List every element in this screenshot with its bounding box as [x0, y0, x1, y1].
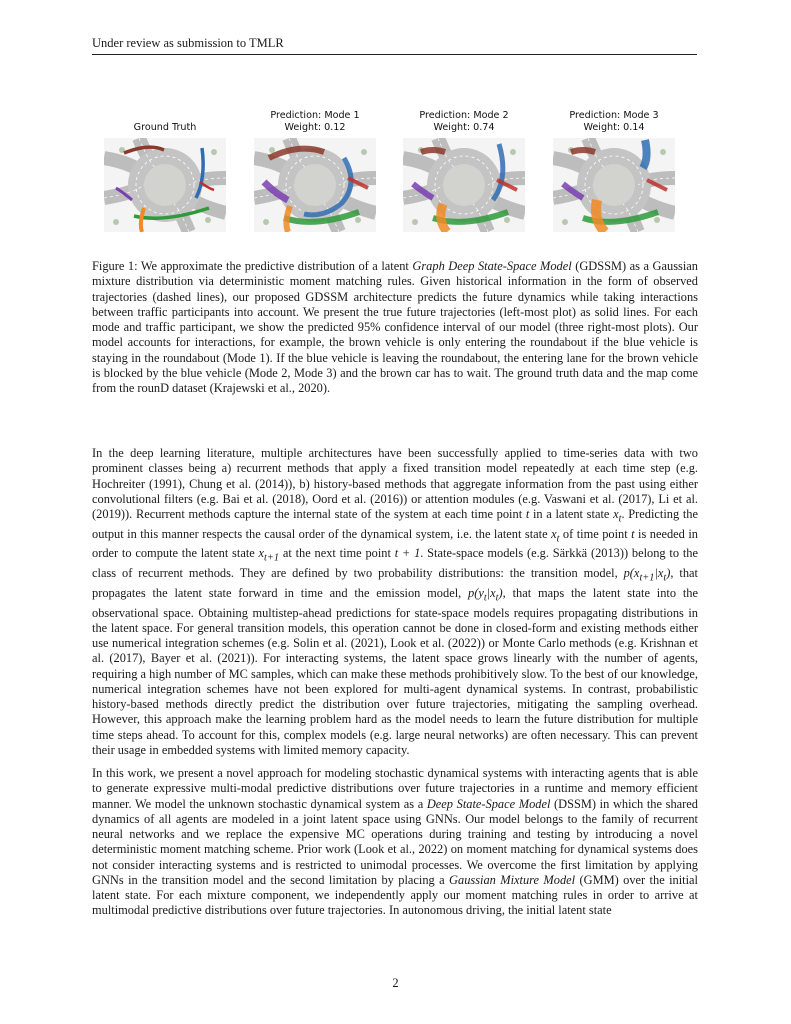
roundabout-image-mode-1 — [254, 138, 376, 232]
caption-label: Figure 1: — [92, 259, 138, 273]
paragraph: In the deep learning literature, multiple architectures have been successfully applied to time-series data with two prominent classes being a) recurrent methods that apply a fixed transition model repeatedly at each time step (e.g. Hochreiter (1991), Chung et al. (2014)), b) history-based methods that aggregate information from the past using either convolutional filters (e.g. Bai et al. (2018), Oord et al. (2016)) or attention modules (e.g. Vaswani et al. (2017), Li et al. (2019)). Recurrent methods capture the internal state of the system at each time point t in a latent state $x_t$. Predicting the output in this manner respects the causal order of the dynamical system, i.e. the latent state $x_t$ of time point t is needed in order to compute the latent state $x_{t+1}$ at the next time point t + 1. State-space models (e.g. Särkkä (2013)) belong to the class of recurrent methods. They are defined by two probability distributions: the transition model, $p(x_{t+1}|x_t)$, that propagates the latent state forward in time and the emission model, $p(y_t|x_t)$, that maps the latent state into the observational space. Obtaining multistep-ahead predictions for state-space models requires propagating distributions in the latent space. For general transition models, this operation cannot be done in closed-form and existing methods either use numerical integration schemes (e.g. Solin et al. (2021), Look et al. (2022)) or Monte Carlo methods (e.g. Krishnan et al. (2017), Bayer et al. (2021)). For interacting systems, the latent space grows linearly with the number of agents, requiring a high number of MC samples, which can make these methods prohibitively slow. To the best of our knowledge, numerical integration schemes have not been explored for multi-agent dynamical systems. In contrast, probabilistic history-based methods directly predict the distribution over future trajectories, mitigating the sampling overhead. However, this approach make the learning problem hard as the model needs to learn the future distribution for multiple time steps ahead. To account for this, complex models (e.g. large neural networks) are often necessary. This can prevent their usage in embedded systems with limited memory capacity. — [92, 446, 698, 757]
figure-caption: Figure 1: We approximate the predictive distribution of a latent Graph Deep State-Space Model (GDSSM) as a Gaussian mixture distribution via deterministic moment matching rules. Given historical information in the form of observed trajectories (dashed lines), our proposed GDSSM architecture predicts the future dynamics while taking interactions between traffic participants into account. We present the true future trajectories (left-most plot) as solid lines. For each mode and traffic participant, we show the predicted 95% confidence interval of our model (three right-most plots). Our model accounts for interactions, for example, the brown vehicle is only entering the roundabout if the blue vehicle is staying in the roundabout (Mode 1). If the blue vehicle is leaving the roundabout, the entering lane for the brown vehicle is blocked by the blue vehicle (Mode 2, Mode 3) and the brown car has to wait. The ground truth data and the map come from the rounD dataset (Krajewski et al., 2020). — [92, 259, 698, 396]
panel-mode-3 — [553, 110, 675, 134]
roundabout-image-mode-3 — [553, 138, 675, 232]
panel-weight: Weight: 0.12 — [284, 122, 346, 133]
paragraph: In this work, we present a novel approach for modeling stochastic dynamical systems with interacting agents that is able to generate expressive multi-modal predictive distributions over future trajectories in a runtime and memory efficient manner. We model the unknown stochastic dynamical system as a Deep State-Space Model (DSSM) in which the shared dynamics of all agents are modeled in a joint latent space using GNNs. Our model belongs to the family of recurrent neural networks and we replace the expensive MC operations during training and testing by introducing a novel deterministic moment matching scheme. Prior work (Look et al., 2022) on moment matching for dynamical systems does not consider interacting systems and is restricted to unimodal processes. We overcome the first limitation by applying GNNs in the transition model and the second limitation by placing a Gaussian Mixture Model (GMM) over the initial latent state. For each mixture component, we independently apply our moment matching rules in order to arrive at multimodal predictive distributions over future trajectories. In autonomous driving, the initial latent state — [92, 766, 699, 918]
panel-title: Ground Truth — [133, 122, 197, 133]
running-header: Under review as submission to TMLR — [92, 36, 697, 55]
panel-title: Prediction: Mode 1 — [270, 110, 360, 121]
page-number: 2 — [392, 976, 399, 990]
panel-title: Prediction: Mode 2 — [419, 110, 509, 121]
panel-title: Prediction: Mode 3 — [569, 110, 659, 121]
panel-weight: Weight: 0.74 — [433, 122, 495, 133]
roundabout-image-ground-truth — [104, 138, 226, 232]
body-text — [92, 446, 698, 927]
roundabout-image-mode-2 — [403, 138, 525, 232]
figure-1 — [104, 110, 704, 250]
panel-mode-1 — [254, 110, 376, 134]
panel-mode-2 — [403, 110, 525, 134]
panel-ground-truth — [104, 110, 226, 134]
panel-weight: Weight: 0.14 — [583, 122, 645, 133]
